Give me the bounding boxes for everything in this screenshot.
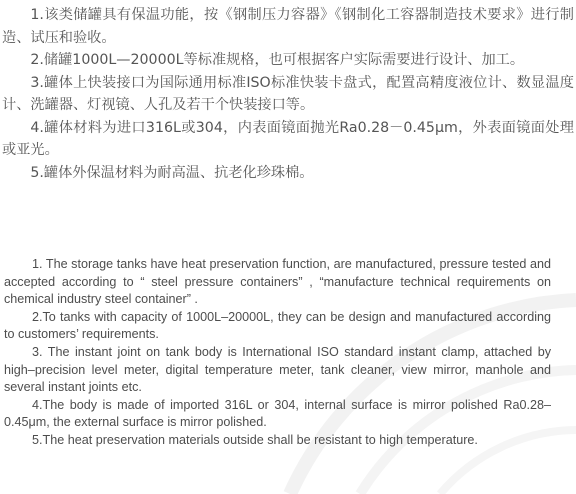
chinese-paragraph-1: 1.该类储罐具有保温功能，按《钢制压力容器》《钢制化工容器制造技术要求》进行制造、试压和验收。 bbox=[2, 7, 574, 46]
english-description bbox=[4, 256, 551, 450]
chinese-paragraph-5: 5.罐体外保温材料为耐高温、抗老化珍珠棉。 bbox=[30, 164, 314, 181]
english-paragraph-3: 3. The instant joint on tank body is International ISO standard instant clamp, attached by high–precision level meter, digital temperature meter, tank cleaner, view mirror, manhole and several instant joints etc. bbox=[4, 344, 551, 395]
chinese-description bbox=[2, 4, 574, 184]
english-paragraph-2: 2.To tanks with capacity of 1000L–20000L, they can be design and manufactured according to customers’ requirements. bbox=[4, 309, 551, 342]
english-paragraph-4: 4.The body is made of imported 316L or 304, internal surface is mirror polished Ra0.28–0.45μm, the external surface is mirror polished. bbox=[4, 397, 551, 430]
english-paragraph-5: 5.The heat preservation materials outside shall be resistant to high temperature. bbox=[32, 432, 478, 447]
chinese-paragraph-3: 3.罐体上快装接口为国际通用标准ISO标准快装卡盘式，配置高精度液位计、数显温度计、洗罐器、灯视镜、人孔及若干个快装接口等。 bbox=[2, 74, 574, 113]
chinese-paragraph-4: 4.罐体材料为进口316L或304，内表面镜面抛光Ra0.28－0.45μm，外表面镜面处理或亚光。 bbox=[2, 119, 574, 158]
chinese-paragraph-2: 2.储罐1000L—20000L等标准规格，也可根据客户实际需要进行设计、加工。 bbox=[30, 52, 525, 68]
english-paragraph-1: 1. The storage tanks have heat preservation function, are manufactured, pressure tested and accepted according to “ steel pressure containers” , “manufacture technical requirements on chemical industry steel container” . bbox=[4, 257, 551, 307]
